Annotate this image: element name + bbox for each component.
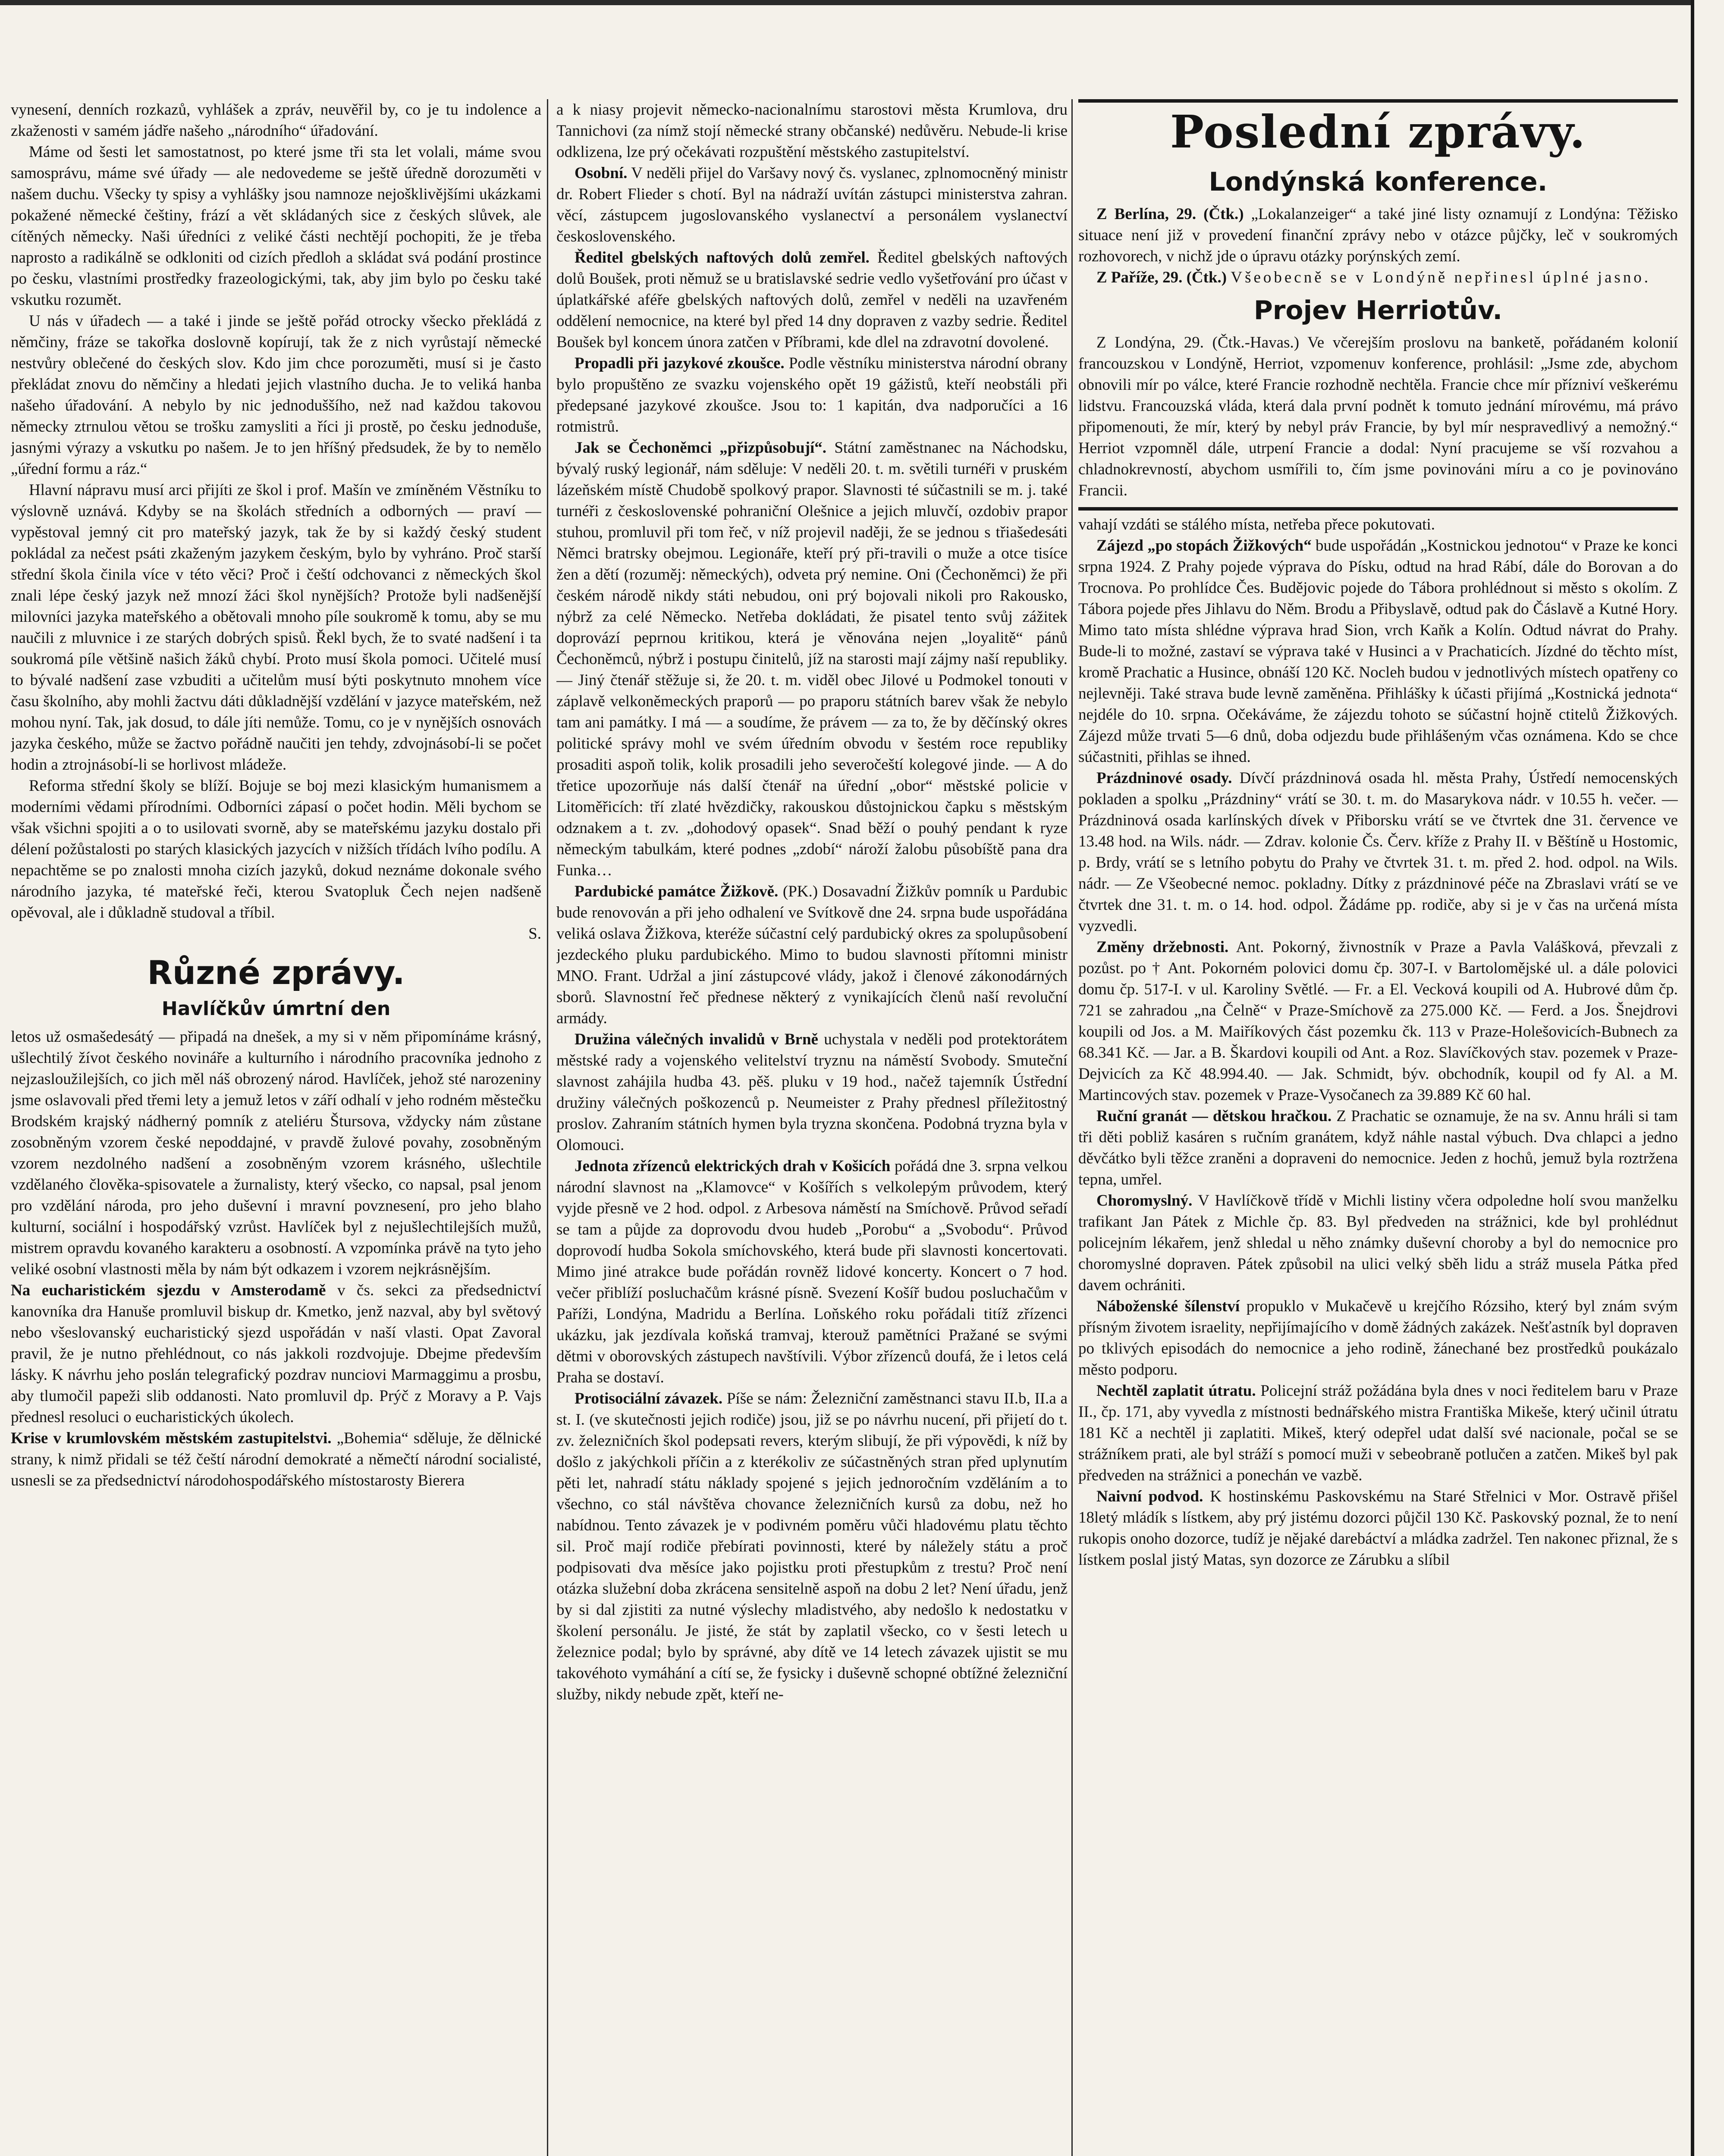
news-item-text: pořádá dne 3. srpna velkou národní slavnost na „Klamovce“ v Košířích s velkolepým průvodem, který vyjde přesně ve 2 hod. odpol. z Arbesova náměstí na Smíchově. Průvod seřadí se tam a půjde za doprovodu dvou hudeb „Porobu“ a „Svobodu“. Průvod doprovodí hudba Sokola smíchovského, která bude při slavnosti koncertovati. Mimo jiné atrakce bude pořádán rovněž lidové koncerty. Koncert o 7 hod. večer přiblíží posluchačům krásné písně. Svezení Košíř budou posluchačům v Paříži, Londýna, Madridu a Berlína. Loňského roku pořádali titíž zřízenci ukázku, jak jezdívala koňská tramvaj, kterouž pamětníci Pražané se svými dětmi v oborovských zástupech navštívili. Výbor zřízenců doufá, že i letos celá Praha se dostaví. <box>556 1157 1068 1386</box>
news-item-text: Ant. Pokorný, živnostník v Praze a Pavla Valášková, převzali z pozůst. po † Ant. Pokorném polovici domu čp. 307-I. v Bartolomějské ul. a dále polovici domu čp. 517-I. v ul. Karoliny Světlé. — Fr. a El. Vecková koupili od A. Hubrové dům čp. 721 se zahradou „na Čelně“ v Praze-Smíchově za 275.000 Kč. — Ferd. a Jos. Šnejdrovi koupili od Jos. a M. Maiříkových část pozemku čk. 113 v Praze-Holešovicích-Bubnech za 68.341 Kč. — Jar. a B. Škardovi koupili od Ant. a Roz. Slavíčkových stav. pozemek v Praze-Dejvicích za Kč 48.994.40. — Jak. Schmidt, býv. obchodník, koupil od fy Al. a M. Martincových stav. pozemek v Praze-Vysočanech za 39.889 Kč 60 hal. <box>1078 938 1678 1104</box>
news-item-title: Jednota zřízenců elektrických drah v Košicích <box>575 1157 891 1175</box>
news-item-title: Nechtěl zaplatit útratu. <box>1096 1382 1256 1400</box>
article-paragraph: Hlavní nápravu musí arci přijíti ze škol i prof. Mašín ve zmíněném Věstníku to výslovně uznává. Kdyby se na školách středních a odborných — praví — vypěstoval jemný cit pro mateřský jazyk, tak že by si každý český student pokládal za nečest psáti zkaženým jazykem českým, bylo by vyhráno. Proč starší střední škola činila více v této věci? Proč i čeští odchovanci z německých škol znali lépe český jazyk než mnozí žáci škol nynějších? Protože byli nadšenější milovníci jazyka mateřského a obětovali mnoho píle soukromě k tomu, aby se mu naučili z mluvnice i ze starých dobrých spisů. Řekl bych, že to svaté nadšení i ta soukromá píle většině našich žáků chybí. Proto musí škola pomoci. Učitelé musí to bývalé nadšení zase vzbuditi a učitelům musí býti poskytnuto mnohem více času školního, aby mohli žactvu dáti důkladnější vzdělání v jazyce mateřském, než mohou nyní. Tak, jak dosud, to dále jíti nemůže. Tomu, co je v nynějších osnovách jazyka českého, může se žactvo pořádně naučiti jen tehdy, zdvojnásobí-li se počet hodin a ztrojnásobí-li se horlivost mládeže. <box>11 481 541 774</box>
news-item-title: Ředitel gbelských naftových dolů zemřel. <box>575 249 870 266</box>
news-item-text: Dívčí prázdninová osada hl. města Prahy, Ústředí nemocenských pokladen a spolku „Prázdniny“ vrátí se 30. t. m. do Masarykova nádr. v 10.55 h. večer. — Prázdninová osada karlínských dívek v Přiborsku vrátí se ve čtvrtek dne 31. července ve 13.48 hod. na Wils. nádr. — Zdrav. kolonie Čs. Červ. kříže z Prahy II. v Běštíně u Hostomic, p. Brdy, vrátí se s letního pobytu do Prahy ve čtvrtek 31. t. m. před 2. hod. odpol. na Wils. nádr. — Ze Všeobecné nemoc. pokladny. Dítky z prázdninové péče na Zbraslavi vrátí se ve čtvrtek dne 31. t. m. o 14. hod. odpol. Žádáme pp. rodiče, aby si je v čas na určená místa vyzvedli. <box>1078 769 1678 935</box>
article-paragraph: vahají vzdáti se stálého místa, netřeba přece pokutovati. <box>1078 516 1435 533</box>
news-item-title: Družina válečných invalidů v Brně <box>575 1031 818 1048</box>
news-item-title: Změny držebnosti. <box>1096 938 1229 956</box>
news-item-text: uchystala v neděli pod protektorátem městské rady a vojenského velitelství tryznu na náměstí Svobody. Smuteční slavnost zahájila hudba 43. pěš. pluku v 19 hod., načež tajemník Ústřední družiny válečných poškozenců p. Neumeister z Prahy přednesl příležitostný proslov. Zahraním státních hymen byla tryzna skončena. Podobná tryzna byla v Olomouci. <box>556 1031 1068 1154</box>
news-item-title: Prázdninové osady. <box>1096 769 1232 787</box>
column-right <box>1078 99 1678 2156</box>
news-item-title: Náboženské šílenství <box>1096 1297 1240 1315</box>
herriot-heading: Projev Herriotův. <box>1253 295 1503 326</box>
news-item-text: K hostinskému Paskovskému na Staré Střelnici v Mor. Ostravě přišel 18letý mládík s lístkem, aby prý jistému dozorci půjčil 130 Kč. Paskovský poznal, že to není rukopis onoho dozorce, tudíž je nějaké darebáctví a mládka zadržel. Ten nakonec přiznal, že s lístkem poslal jistý Matas, syn dozorce ze Zárubku a slíbil <box>1078 1488 1678 1569</box>
news-item-title: Krise v krumlovském městském zastupitelstvi. <box>11 1429 332 1447</box>
news-item-text: propuklo v Mukačevě u krejčího Rózsiho, který byl znám svým přísným životem israelity, nepřijímajícího v domě žádných zakázek. Nešťastník byl dopraven po tklivých episodách do nemocnice a jeho rodině, žánechané bez prostředků poukázalo město podporu. <box>1078 1297 1678 1379</box>
news-item-title: Zájezd „po stopách Žižkových“ <box>1096 537 1312 555</box>
article-signature: S. <box>528 925 541 943</box>
news-item-text: Všeobecně se v Londýně nepřinesl úplné jasno. <box>1231 269 1651 286</box>
news-item-title: Protisociální závazek. <box>575 1390 723 1407</box>
column-left <box>11 99 541 2156</box>
herriot-text: Z Londýna, 29. (Čtk.-Havas.) Ve včerejším proslovu na banketě, pořádaném kolonií francouzskou v Londýně, Herriot, vzpomenuv konference, prohlásil: „Jsme zde, abychom obnovili mír po válce, které Francie rozhodně nechtěla. Francie chce mír přízniví veškerému lidstvu. Francouzská vláda, která dala první podnět k tomuto jednání mírovému, má právo připomenouti, že mír, který by nebyl práv Francie, by byl mír nespravedlivý a nemožný.“ Herriot vzpomněl dále, utrpení Francie a dodal: Nyní pracujeme se vší rozvahou a chladnokrevností, abychom usmířili to, čím jsme povinováni míru a co je povinováno Francii. <box>1078 334 1678 499</box>
havlicek-text: letos už osmašedesátý — připadá na dnešek, a my si v něm připomínáme krásný, ušlechtilý žívot českého novináře a kulturního i národního pracovníka jednoho z nejzasloužilejších, co jich měl náš obrozený národ. Havlíček, jehož sté narozeniny jsme oslavovali před třemi lety a jemuž letos v září odhalí v jeho rodném městečku Brodském krajský nádherný pomník z ateliéru Štursova, vždycky nám zůstane zosobněným vzorem české nepoddajné, v pravdě žulové povahy, zosobněným vzorem nezdolného nadšení a zosobněným vzorem krásného, ušlechtile vzdělaného člověka-spisovatele a žurnalisty, který všecko, co napsal, psal jenom pro vzdělání národa, pro jeho duševní i mravní povznesení, pro jeho blaho kulturní, sociální i hospodářský vzrůst. Havlíček byl z nejušlechtilejších mužů, mistrem opravdu kovaného karakteru a osobností. A vzpomínka právě na tyto jeho veliké osobní vlastnosti měla by nám být odkazem i vzorem nejkrásnějším. <box>11 1028 541 1278</box>
havlicek-heading: Havlíčkův úmrtní den <box>161 998 391 1020</box>
news-item-title: Na eucharistickém sjezdu v Amsterodamě <box>11 1282 326 1299</box>
news-item-title: Jak se Čechoněmci „přizpůsobují“. <box>575 439 827 457</box>
news-item-title: Choromyslný. <box>1096 1192 1193 1210</box>
column-divider <box>1071 99 1073 2156</box>
column-middle <box>556 99 1068 2156</box>
news-item-text: Podle věstníku ministerstva národní obrany bylo propuštěno ze svazku vojenského opět 19 gážistů, kteří neobstáli při předepsané jazykové zkoušce. Jsou to: 1 kapitán, dva nadporučíci a 16 rotmistrů. <box>556 354 1068 436</box>
article-paragraph: Reforma střední školy se blíží. Bojuje se boj mezi klasickým humanismem a moderními vědami přírodními. Odborníci zápasí o počet hodin. Měli bychom se však všichni spojiti a o to usilovati svorně, aby se mateřskému jazyku dostalo při délení požůstalosti po starých klasických jazycích v nižších třídách lvího podílu. A nepachtěme se po znalosti mnoha cizích jazyků, dokud neznáme dokonale svého národního jazyka, té mateřské řeči, kterou Svatopluk Čech nejen nadšeně opěvoval, ale i důkladně studoval a tříbil. <box>11 777 541 921</box>
article-paragraph: Máme od šesti let samostatnost, po které jsme tři sta let volali, máme svou samosprávu, máme své úřady — ale nedovedeme se ještě úředně dorozuměti v našem duchu. Všecky ty spisy a vyhlášky jsou namnoze nejošklivějšími ukázkami pokažené německé češtiny, frází a vět skládaných sice z českých slůvek, ale cítěných německy. Naši úředníci z veliké části nechtějí pochopiti, že je třeba naprosto a radikálně se odkloniti od cizích předloh a skládat svá podání prostince po česku, vlastními prostředky frazeologickými, tak, aby jim bylo po česku také vskutku rozumět. <box>11 143 541 309</box>
london-conference-heading: Londýnská konference. <box>1209 167 1548 197</box>
section-rule <box>1078 99 1678 103</box>
article-paragraph: a k niasy projevit německo-nacionalnímu starostovi města Krumlova, dru Tannichovi (za nímž stojí německé strany občanské) nedůvěru. Nebude-li krise odklizena, lze prý očekávati rozpuštění městského zastupitelství. <box>556 101 1068 161</box>
news-item-title: Osobní. <box>575 164 628 182</box>
news-item-text: „Bohemia“ sděluje, že dělnické strany, k nimž přidali se též čeští národní demokraté a němečtí národní socialisté, usnesli se za předsednictví národohospodářského místostarosty Bierera <box>11 1429 541 1489</box>
news-item-text: Ředitel gbelských naftových dolů Boušek, proti němuž se u bratislavské sedrie vedlo vyšetřování pro účast v úplatkářské aféře gbelských naftových dolů, zemřel v neděli na uzavřeném oddělení nemocnice, na které byl před 14 dny dopraven z vazby sedrie. Ředitel Boušek byl koncem února zatčen v Příbrami, kde dlel na zdravotní dovolené. <box>556 249 1068 351</box>
news-item-text: (PK.) Dosavadní Žižkův pomník u Pardubic bude renovován a při jeho odhalení ve Svítkově dne 24. srpna bude uspořádána veliká oslava Žižkova, kteréže súčastní celý pardubický okres za spolupůsobení jezdeckého pluku pardubického. Mimo to budou slavnosti přítomni ministr MNO. Frant. Udržal a jiní zástupcové vlády, jakož i členové zákonodárných sborů. Slavnostní řeč přednese některý z vynikajících členů naší revoluční armády. <box>556 883 1068 1027</box>
news-item-text: Píše se nám: Železniční zaměstnanci stavu II.b, II.a a st. I. (ve skutečnosti jejich rodiče) jsou, již se po návrhu nucení, při přijetí do t. zv. železničních škol podepsati revers, kterým slibují, že při výpovědi, k níž by došlo z jakýchkoli příčin a z kterékoliv ze súčastněných stran před uplynutím pěti let, nahradí státu náklady spojené s jejich jednoročním vzděláním a to všechno, co stál návštěva chovance železničních kursů za dobu, než ho nabídnou. Tento závazek je v podivném poměru vůči hladovému platu těchto sil. Proč mají rodiče přebírati povinnosti, které by náležely státu a proč podpisovati dva měsíce jako pojistku proti přestupkům z trestu? Proč není otázka služební doba zkrácena sensitelně aspoň na dobu 2 let? Není úřadu, jenž by si dal zjistiti za nutné výslechy mladistvého, aby nedošlo k nedostatku v školení personálu. Je jisté, že stát by zaplatil všecko, co v šesti letech u železnice podal; bylo by správné, aby dítě ve 14 letech závazek ujistit se mu takovéhoto vymáhání a cítí se, že fysicky i duševně schopné obtížné železniční služby, nikdy nebude zpět, kteří ne- <box>556 1390 1068 1703</box>
article-paragraph: U nás v úřadech — a také i jinde se ještě pořád otrocky všecko překládá z němčiny, fráze se takořka doslovně kopírují, tak že z nich vyrůstají německé nestvůry oblečené do českých slov. Kdo jim chce porozuměti, musí si je často překládat znovu do němčiny a hledati jejich vlastního ducha. Je to veliká hanba našeho úřadování. A nebylo by nic jednoduššího, než nad každou takovou německy ztrnulou větou se trošku zamysliti a říci ji prostě, po česku jednoduše, jasnými výrazy a vskutku po našem. Je to jen hříšný předsudek, že by to nemělo „úřední formu a ráz.“ <box>11 312 541 478</box>
news-item-text: „Lokalanzeiger“ a také jiné listy oznamují z Londýna: Těžisko situace není již v provedení finanční zprávy nebo v otázce půjčky, leč v soukromých rozhovorech, v nichž jde o úpravu otázky porýnských zemí. <box>1078 205 1678 265</box>
article-paragraph: vynesení, denních rozkazů, vyhlášek a zpráv, neuvěřil by, co je tu indolence a zkaženosti v samém jádře našeho „národního“ úřadování. <box>11 101 541 140</box>
news-item-title: Ruční granát — dětskou hračkou. <box>1096 1107 1332 1125</box>
news-item-text: Policejní stráž požádána byla dnes v noci ředitelem baru v Praze II., čp. 171, aby vyvedla z místnosti bednářského mistra Františka Mikeše, který učinil útratu 181 Kč a nechtěl ji zaplatiti. Mikeš, který odepřel udat další své nacionale, počal se se strážníkem prati, ale byl stráží s pomocí muži v sebeobraně potlučen a zatčen. Mikeš byl pak předveden na strážnici a ponechán ve vazbě. <box>1078 1382 1678 1484</box>
news-item-text: bude uspořádán „Kostnickou jednotou“ v Praze ke konci srpna 1924. Z Prahy pojede výprava do Písku, odtud na hrad Rábí, dále do Borovan a do Trocnova. Po prohlídce Čes. Budějovic pojede do Tábora prohlédnout si město s okolím. Z Tábora pojede přes Jihlavu do Něm. Brodu a Přibyslavě, odtud pak do Čáslavě a Kutné Hory. Mimo tato místa shlédne výprava hrad Sion, vrch Kaňk a Kolín. Odtud návrat do Prahy. Bude-li to možné, zastaví se výprava také v Husinci a v Prachaticích. Jízdné do těchto míst, kromě Prachatic a Husince, obnáší 120 Kč. Nocleh budou v jednotlivých místech opatřeny co nejlevněji. Také strava bude levně zaměněna. Přihlášky k účasti přijímá „Kostnická jednota“ nejdéle do 10. srpna. Očekáváme, že zájezdu tohoto se súčastní hojně ctitelů Žižkových. Zájezd může trvati 5—6 dnů, doba odjezdu bude přihlášeným včas oznámena. Kdo se chce súčastniti, přihlas se ihned. <box>1078 537 1678 766</box>
news-item-text: Z Prachatic se oznamuje, že na sv. Annu hráli si tam tři děti pobliž kasáren s ručním granátem, když náhle nastal výbuch. Dva chlapci a jedno děvčátko byli těžce zraněni a dopraveni do nemocnice. Jeden z hochů, jemuž byla roztržena tepna, umřel. <box>1078 1107 1678 1188</box>
news-item-text: V Havlíčkově třídě v Michli listiny včera odpoledne holí svou manželku trafikant Jan Pátek z Michle čp. 83. Byl předveden na strážnici, kde byl prohlédnut policejním lékařem, jenž shledal u něho známky duševní choroby a byl do nemocnice pro choromyslné dopraven. Pátek způsobil na ulici velký sběh lidu a stráž musela Pátka před davem ochrániti. <box>1078 1192 1678 1294</box>
section-title-ruzne-zpravy: Různé zprávy. <box>147 953 405 992</box>
news-item-title: Pardubické památce Žižkově. <box>575 883 779 900</box>
dateline: Z Paříže, 29. (Čtk.) <box>1096 269 1227 286</box>
news-item-text: Státní zaměstnanec na Náchodsku, bývalý ruský legionář, nám sděluje: V neděli 20. t. m. světili turnéři v pruském lázeňském místě Chudobě spolkový prapor. Slavnosti té súčastnili se m. j. také turnéři z československé pohraniční Olešnice a jejich mluvčí, ozdobiv prapor stuhou, promluvil při tom řeč, v níž projevil naději, že se jednou s třiašedesáti Němci bratrsky obejmou. Legionáře, kteří prý při-travili o muže a otce tisíce žen a dětí (rozuměj: německých), odveta prý nemine. Oni (Čechoněmci) že při českém národě nikdy státi nebudou, oni prý bojovali nikoli pro Rakousko, nýbrž za celé Německo. Netřeba dokládati, že pisatel tento svůj zážitek doprovází peprnou kritikou, která je věnována nejen „loyalitě“ pánů Čechoněmců, nýbrž i postupu činitelů, jíž na starosti mají zájmy naší republiky. — Jiný čtenář stěžuje si, že 20. t. m. viděl obec Jilové u Podmokel tonouti v záplavě velkoněmeckých praporů — po praporu státních barev však že nebylo tam ani památky. I má — a soudíme, že právem — za to, že by děčínský okres politické správy mohl ve svém úředním obvodu v šestém roce republiky prosaditi aspoň tolik, kolik prosadili jeho severočeští kolegové jinde. — A do třetice upozorňuje nás další čtenář na úřední „obor“ městské policie v Litoměřicích: tří zlaté hvězdičky, rakouskou důstojnickou čapku s městským odznakem a t. zv. „dohodový opasek“. Snad běží o pouhý pendant k ryze německým tabulkám, které podnes „zdobí“ nároží žalobu působíště pana dra Funka… <box>556 439 1068 879</box>
news-item-text: V neděli přijel do Varšavy nový čs. vyslanec, zplnomocněný ministr dr. Robert Flieder s chotí. Byl na nádraží uvítán zástupci ministerstva zahran. věcí, zástupcem jugoslovanského vyslanectví a personálem vyslanectví československého. <box>556 164 1068 245</box>
dateline: Z Berlína, 29. (Čtk.) <box>1096 205 1244 223</box>
page-right-border <box>1691 0 1694 2156</box>
news-item-title: Propadli při jazykové zkoušce. <box>575 354 785 372</box>
section-rule <box>1078 507 1678 511</box>
section-title-posledni-zpravy: Poslední zprávy. <box>1170 105 1586 158</box>
column-divider <box>547 99 548 2156</box>
news-item-text: v čs. sekci za předsednictví kanovníka dra Hanuše promluvil biskup dr. Kmetko, jenž nazval, aby byl světový nebo všeslovanský eucharistický sjezd uspořádán v naší vlasti. Opat Zavoral pravil, že je nutno přehlédnout, co nás jakkoli rozdvojuje. Dbejme především lásky. K návrhu jeho poslán telegrafický pozdrav nunciovi Marmaggimu a prosbu, aby tlumočil papeži slib oddanosti. Nato promluvil dp. Prýč z Moravy a P. Vajs přednesl resoluci o eucharistických úkolech. <box>11 1282 541 1426</box>
news-item-title: Naivní podvod. <box>1096 1488 1203 1505</box>
top-edge-rule <box>0 0 1691 5</box>
